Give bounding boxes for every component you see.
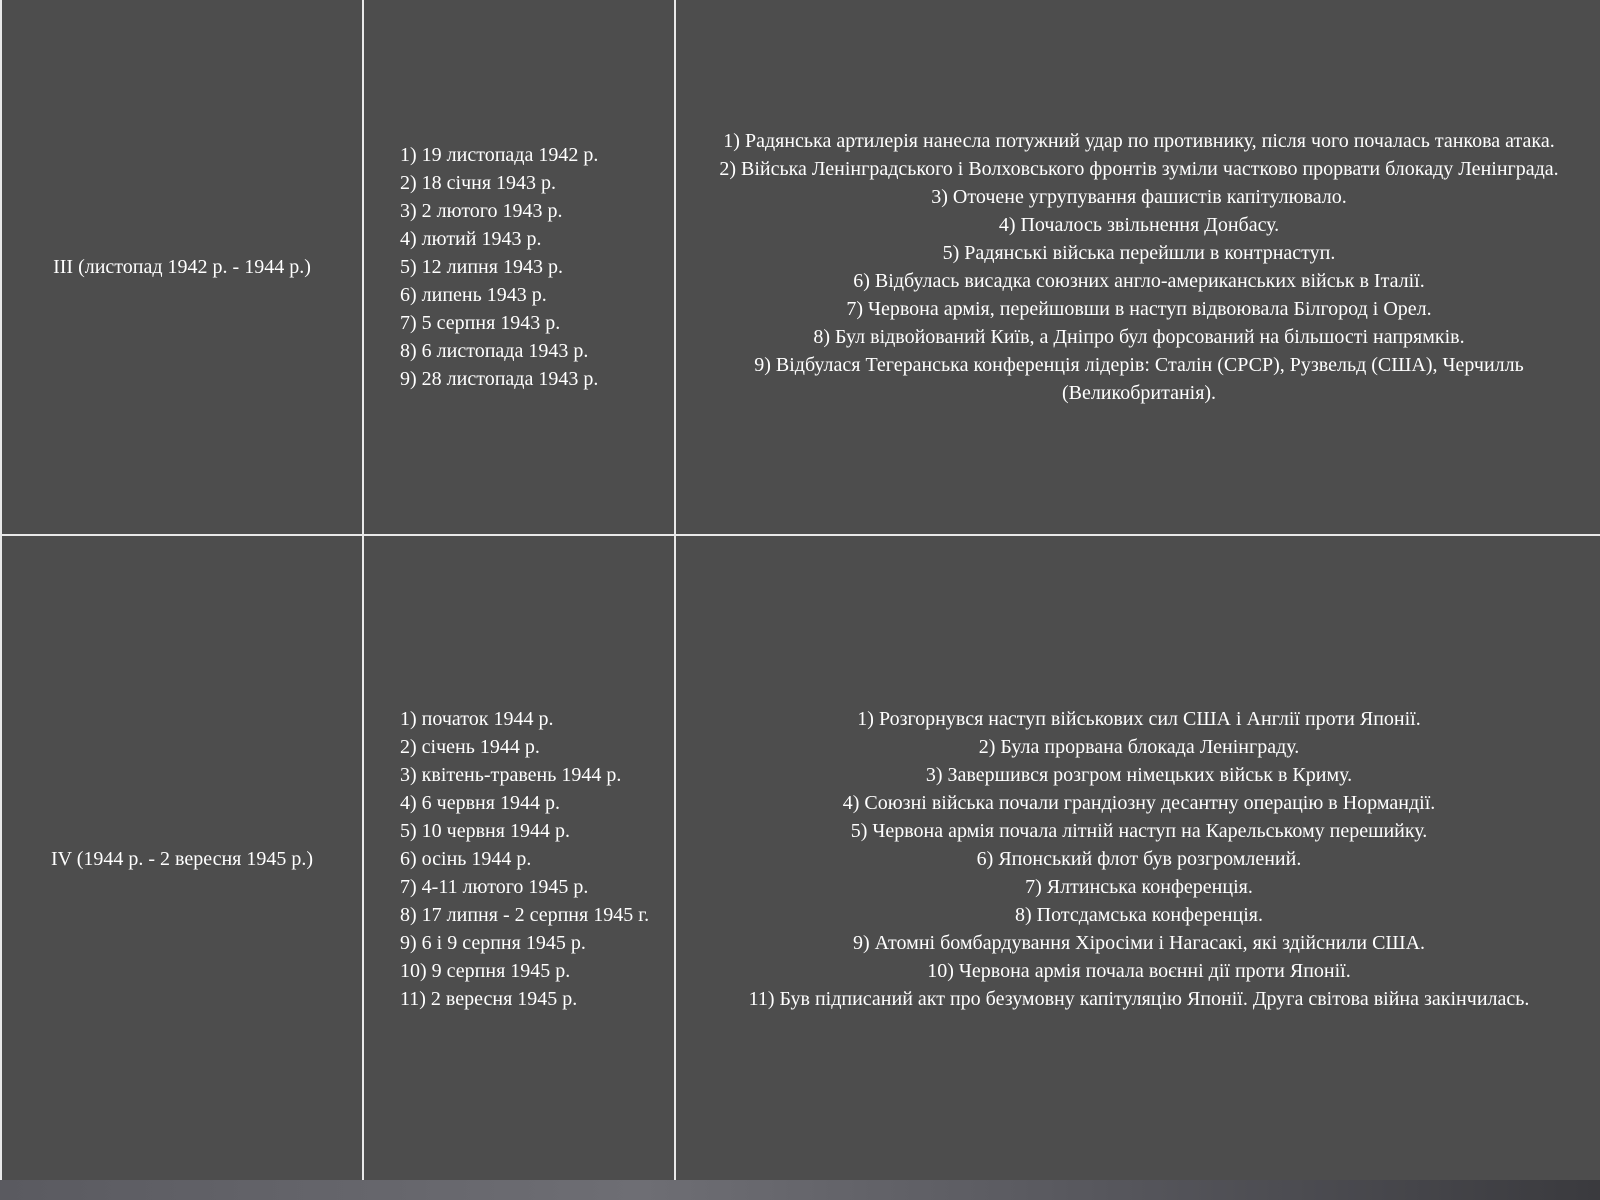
event-item: 2) Війська Ленінградського і Волховського фронтів зуміли частково прорвати блокаду Ленінграда. <box>719 158 1559 180</box>
event-item: 4) Союзні війська почали грандіозну десантну операцію в Нормандії. <box>842 792 1436 814</box>
dates-cell <box>363 535 675 1183</box>
event-item: 4) Почалось звільнення Донбасу. <box>998 214 1280 236</box>
event-item: 3) Оточене угрупування фашистів капітулювало. <box>931 186 1347 208</box>
event-item: 8) Бул відвойований Київ, а Дніпро бул форсований на більшості напрямків. <box>813 326 1465 348</box>
event-item: 5) Радянські війська перейшли в контрнаступ. <box>942 242 1336 264</box>
date-item: 10) 9 серпня 1945 р. <box>400 960 571 982</box>
event-item: 1) Розгорнувся наступ військових сил США і Англії проти Японії. <box>857 708 1421 730</box>
date-item: 5) 12 липня 1943 р. <box>400 256 563 278</box>
date-item: 3) 2 лютого 1943 р. <box>400 200 563 222</box>
event-item: 3) Завершився розгром німецьких військ в Криму. <box>925 764 1353 786</box>
event-item: 1) Радянська артилерія нанесла потужний удар по противнику, після чого почалась танкова атака. <box>723 130 1555 152</box>
event-item: 11) Був підписаний акт про безумовну капітуляцію Японії. Друга світова війна закінчилась. <box>748 988 1530 1010</box>
table-row <box>1 0 1600 535</box>
date-item: 1) 19 листопада 1942 р. <box>400 144 599 166</box>
date-item: 8) 6 листопада 1943 р. <box>400 340 589 362</box>
event-item: 10) Червона армія почала воєнні дії проти Японії. <box>927 960 1351 982</box>
event-item: 9) Атомні бомбардування Хіросіми і Нагасакі, які здійснили США. <box>852 932 1426 954</box>
date-item: 1) початок 1944 р. <box>400 708 554 730</box>
date-item: 6) липень 1943 р. <box>400 284 547 306</box>
date-item: 9) 6 і 9 серпня 1945 р. <box>400 932 586 954</box>
event-item: 9) Відбулася Тегеранська конференція лідерів: Сталін (СРСР), Рузвельд (США), Черчилль (Великобританія). <box>754 354 1524 404</box>
events-cell <box>675 535 1600 1183</box>
event-item: 6) Японський флот був розгромлений. <box>976 848 1302 870</box>
date-item: 7) 5 серпня 1943 р. <box>400 312 561 334</box>
period-cell: IV (1944 р. - 2 вересня 1945 р.) <box>1 535 363 1183</box>
events-cell <box>675 0 1600 535</box>
date-item: 5) 10 червня 1944 р. <box>400 820 570 842</box>
event-item: 5) Червона армія почала літній наступ на Карельському перешийку. <box>850 820 1428 842</box>
date-item: 9) 28 листопада 1943 р. <box>400 368 599 390</box>
event-item: 6) Відбулась висадка союзних англо-американських військ в Італії. <box>853 270 1425 292</box>
event-item: 7) Червона армія, перейшовши в наступ відвоювала Білгород і Орел. <box>846 298 1432 320</box>
date-item: 7) 4-11 лютого 1945 р. <box>400 876 589 898</box>
event-item: 8) Потсдамська конференція. <box>1015 904 1263 926</box>
dates-cell <box>363 0 675 535</box>
date-item: 4) 6 червня 1944 р. <box>400 792 560 814</box>
date-item: 3) квітень-травень 1944 р. <box>400 764 622 786</box>
date-item: 6) осінь 1944 р. <box>400 848 532 870</box>
date-item: 2) 18 січня 1943 р. <box>400 172 557 194</box>
table-row <box>1 535 1600 1183</box>
event-item: 7) Ялтинська конференція. <box>1025 876 1253 898</box>
slide-bottom-band <box>0 1180 1600 1200</box>
date-item: 8) 17 липня - 2 серпня 1945 г. <box>400 904 650 926</box>
date-item: 11) 2 вересня 1945 р. <box>400 988 578 1010</box>
event-item: 2) Була прорвана блокада Ленінграду. <box>978 736 1300 758</box>
date-item: 4) лютий 1943 р. <box>400 228 542 250</box>
date-item: 2) січень 1944 р. <box>400 736 540 758</box>
period-cell: III (листопад 1942 р. - 1944 р.) <box>1 0 363 535</box>
